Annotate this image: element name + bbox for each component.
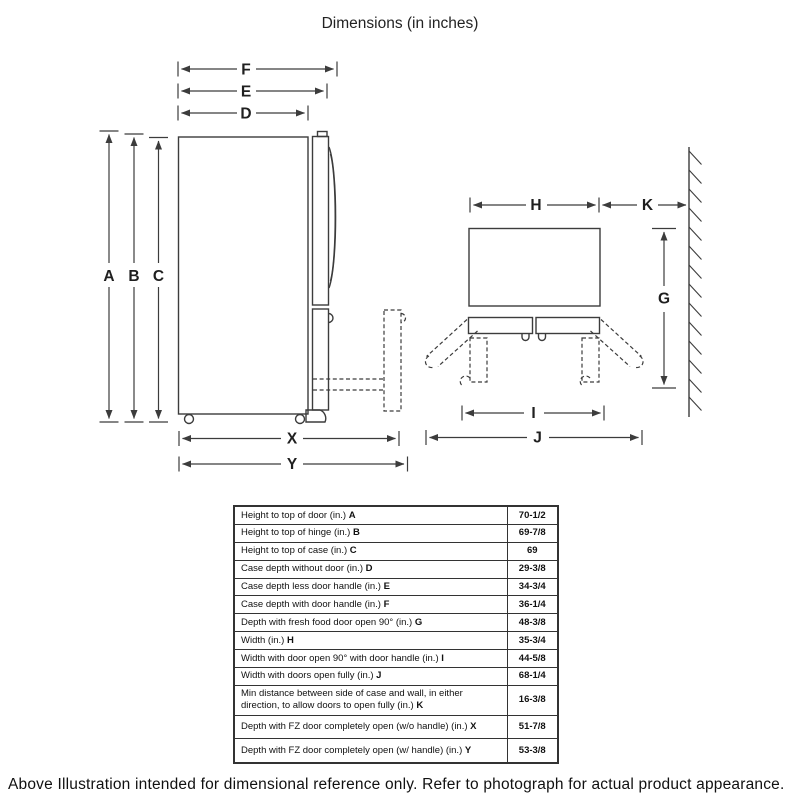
row-label: Depth with FZ door completely open (w/ handle) (in.) Y	[234, 739, 507, 763]
dim-arrow-G	[652, 229, 676, 389]
top-view-diagram	[425, 147, 701, 417]
dim-label-C: C	[152, 268, 165, 285]
row-label: Depth with FZ door completely open (w/o handle) (in.) X	[234, 715, 507, 739]
dimensions-table	[233, 505, 559, 764]
table-row	[234, 650, 558, 668]
right-door	[536, 318, 600, 334]
fresh-food-door	[313, 132, 336, 306]
freezer-drawer	[306, 309, 333, 422]
row-label: Height to top of hinge (in.) B	[234, 524, 507, 542]
dim-label-A: A	[103, 268, 115, 285]
row-label: Case depth with door handle (in.) F	[234, 596, 507, 614]
row-label: Height to top of door (in.) A	[234, 506, 507, 524]
page-title: Dimensions (in inches)	[321, 15, 479, 32]
row-label: Width (in.) H	[234, 632, 507, 650]
door-swing-dashed-right	[580, 320, 643, 387]
footnote: Above Illustration intended for dimensional reference only. Refer to photograph for actual product appearance.	[8, 776, 785, 793]
left-door	[469, 318, 533, 334]
wall-hatching	[689, 151, 702, 411]
drawer-open-dashed	[313, 310, 406, 411]
table-row	[234, 667, 558, 685]
table-row	[234, 632, 558, 650]
table-row	[234, 542, 558, 560]
dim-label-B: B	[128, 268, 140, 285]
row-label: Width with doors open fully (in.) J	[234, 667, 507, 685]
dim-label-J: J	[533, 429, 542, 447]
row-label: Case depth without door (in.) D	[234, 560, 507, 578]
row-label: Width with door open 90° with door handle (in.) I	[234, 650, 507, 668]
dim-label-I: I	[531, 405, 536, 422]
table-row	[234, 715, 558, 739]
dim-label-E: E	[240, 83, 252, 101]
row-label: Depth with fresh food door open 90° (in.) G	[234, 614, 507, 632]
row-value: 35-3/4	[507, 632, 558, 650]
dim-arrow-F	[178, 62, 337, 77]
table-row	[234, 506, 558, 524]
row-value: 16-3/8	[507, 685, 558, 715]
dim-label-Y: Y	[286, 456, 298, 473]
row-value: 69-7/8	[507, 524, 558, 542]
dim-arrow-E	[178, 84, 327, 99]
row-label: Min distance between side of case and wall, in either direction, to allow doors to open fully (in.) K	[234, 685, 507, 715]
row-value: 48-3/8	[507, 614, 558, 632]
row-value: 29-3/8	[507, 560, 558, 578]
right-door-handle	[539, 334, 546, 341]
dim-label-G: G	[657, 290, 671, 308]
side-view-diagram	[179, 132, 406, 424]
top-view-case	[469, 229, 600, 307]
table-row	[234, 596, 558, 614]
left-door-handle	[522, 334, 529, 341]
row-value: 44-5/8	[507, 650, 558, 668]
row-label: Case depth less door handle (in.) E	[234, 578, 507, 596]
fridge-case	[179, 137, 309, 414]
door-swing-dashed-left	[425, 320, 487, 387]
table-row	[234, 614, 558, 632]
dim-label-F: F	[241, 61, 251, 79]
drawer-foot	[306, 410, 326, 422]
side-view-dimensions	[100, 62, 408, 472]
wall	[689, 147, 702, 417]
rear-wheel	[296, 415, 305, 424]
dim-label-X: X	[286, 430, 298, 448]
table-row	[234, 524, 558, 542]
table-row	[234, 560, 558, 578]
row-label: Height to top of case (in.) C	[234, 542, 507, 560]
front-wheel	[185, 415, 194, 424]
dim-label-H: H	[530, 197, 542, 214]
row-value: 68-1/4	[507, 667, 558, 685]
dim-label-D: D	[240, 105, 252, 123]
row-value: 51-7/8	[507, 715, 558, 739]
row-value: 36-1/4	[507, 596, 558, 614]
row-value: 70-1/2	[507, 506, 558, 524]
row-value: 53-3/8	[507, 739, 558, 763]
table-row	[234, 739, 558, 763]
table-row	[234, 578, 558, 596]
row-value: 34-3/4	[507, 578, 558, 596]
row-value: 69	[507, 542, 558, 560]
dim-label-K: K	[641, 197, 654, 214]
table-row	[234, 685, 558, 715]
